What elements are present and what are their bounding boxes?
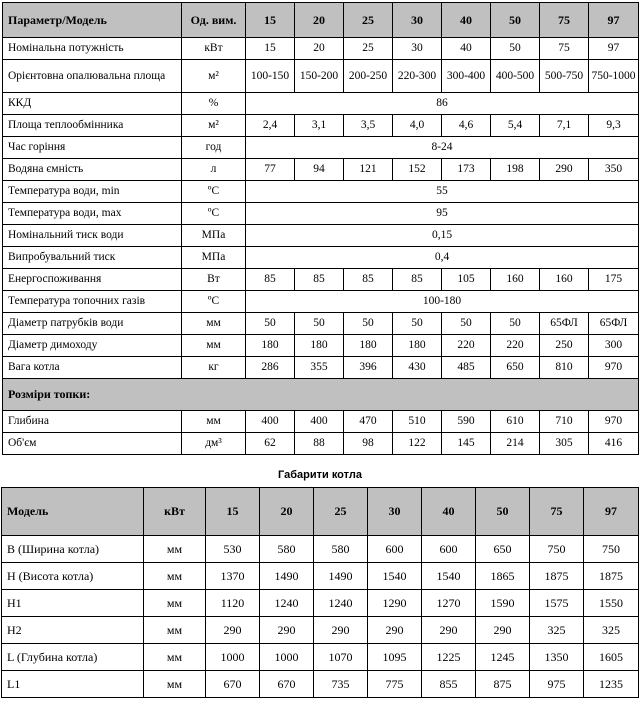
param-value: 122 [393,433,442,455]
dim-value: 975 [530,671,584,698]
dim-value: 530 [206,536,260,563]
param-value: 470 [344,411,393,433]
param-value: 3,1 [295,115,344,137]
param-value: 152 [393,159,442,181]
header-model-50: 50 [491,3,540,38]
dim-value: 1490 [314,563,368,590]
param-unit: Вт [182,269,246,291]
param-value: 500-750 [540,60,589,93]
dim-value: 1575 [530,590,584,617]
param-value: 40 [442,38,491,60]
header-unit: Од. вим. [182,3,246,38]
param-unit: % [182,93,246,115]
dim-unit: мм [144,563,206,590]
dim-value: 875 [476,671,530,698]
dim-name: H1 [2,590,144,617]
param-value-merged: 100-180 [246,291,639,313]
dim-value: 1245 [476,644,530,671]
dim-name: H (Висота котла) [2,563,144,590]
header-model-50: 50 [476,488,530,536]
param-value: 85 [295,269,344,291]
param-name: Діаметр димоходу [3,335,182,357]
param-unit: ºС [182,203,246,225]
dim-value: 1000 [260,644,314,671]
param-unit: мм [182,313,246,335]
param-value: 180 [344,335,393,357]
dim-value: 1240 [260,590,314,617]
param-value: 85 [344,269,393,291]
param-value: 97 [589,38,639,60]
param-value: 430 [393,357,442,379]
dim-value: 1540 [422,563,476,590]
param-value: 173 [442,159,491,181]
param-value: 2,4 [246,115,295,137]
dim-unit: мм [144,590,206,617]
param-value: 180 [295,335,344,357]
dim-value: 1290 [368,590,422,617]
param-name: Глибина [3,411,182,433]
header-model: Модель [2,488,144,536]
param-unit: МПа [182,225,246,247]
dim-unit: мм [144,536,206,563]
dim-value: 290 [260,617,314,644]
param-name: Номінальний тиск води [3,225,182,247]
dim-value: 325 [584,617,639,644]
param-value: 180 [393,335,442,357]
dim-name: L (Глубина котла) [2,644,144,671]
dim-value: 1070 [314,644,368,671]
dim-value: 600 [368,536,422,563]
param-value: 150-200 [295,60,344,93]
param-value: 50 [295,313,344,335]
param-value: 355 [295,357,344,379]
param-value: 50 [491,38,540,60]
dim-value: 670 [260,671,314,698]
param-value: 750-1000 [589,60,639,93]
param-value: 300-400 [442,60,491,93]
dim-value: 735 [314,671,368,698]
dim-value: 1875 [530,563,584,590]
param-value: 15 [246,38,295,60]
params-row [3,93,639,115]
param-name: Водяна ємність [3,159,182,181]
param-value: 7,1 [540,115,589,137]
param-value: 145 [442,433,491,455]
boiler-dimensions-table [1,487,639,698]
params-row [3,159,639,181]
dim-value: 1605 [584,644,639,671]
param-value: 85 [393,269,442,291]
param-value: 75 [540,38,589,60]
params-row [3,203,639,225]
param-name: Випробувальний тиск [3,247,182,269]
header-model-25: 25 [344,3,393,38]
dim-value: 650 [476,536,530,563]
header-model-40: 40 [442,3,491,38]
dim-value: 290 [368,617,422,644]
param-name: Номінальна потужність [3,38,182,60]
param-name: Орієнтовна опалювальна площа [3,60,182,93]
param-value: 610 [491,411,540,433]
dim-value: 1270 [422,590,476,617]
dim-value: 855 [422,671,476,698]
param-value: 970 [589,357,639,379]
dim-value: 1550 [584,590,639,617]
param-value: 300 [589,335,639,357]
param-value: 9,3 [589,115,639,137]
dim-value: 1240 [314,590,368,617]
header-model-20: 20 [295,3,344,38]
param-value: 305 [540,433,589,455]
dims-row [2,617,639,644]
dim-name: H2 [2,617,144,644]
params-row [3,357,639,379]
header-param-model: Параметр/Модель [3,3,182,38]
param-value: 650 [491,357,540,379]
firebox-row [3,433,639,455]
dim-value: 1865 [476,563,530,590]
param-value: 250 [540,335,589,357]
header-model-20: 20 [260,488,314,536]
param-unit: ºС [182,291,246,313]
header-model-75: 75 [540,3,589,38]
param-value: 50 [344,313,393,335]
dim-value: 1875 [584,563,639,590]
dimensions-caption: Габарити котла [278,469,362,481]
param-unit: м² [182,60,246,93]
param-value: 175 [589,269,639,291]
dim-value: 1350 [530,644,584,671]
param-value: 400 [295,411,344,433]
dim-unit: мм [144,671,206,698]
header-unit: кВт [144,488,206,536]
header-model-75: 75 [530,488,584,536]
param-name: Діаметр патрубків води [3,313,182,335]
header-model-97: 97 [584,488,639,536]
param-name: Температура топочних газів [3,291,182,313]
param-unit: дм³ [182,433,246,455]
header-model-30: 30 [368,488,422,536]
dim-value: 1590 [476,590,530,617]
dim-unit: мм [144,617,206,644]
param-unit: л [182,159,246,181]
header-model-25: 25 [314,488,368,536]
param-value: 510 [393,411,442,433]
param-value: 25 [344,38,393,60]
dim-value: 290 [476,617,530,644]
param-value: 198 [491,159,540,181]
param-value: 50 [393,313,442,335]
param-value: 160 [540,269,589,291]
param-value: 105 [442,269,491,291]
firebox-section-row [3,379,639,411]
dim-value: 1000 [206,644,260,671]
dim-value: 1095 [368,644,422,671]
param-value-merged: 0,15 [246,225,639,247]
param-name: Температура води, max [3,203,182,225]
dim-value: 290 [206,617,260,644]
param-value: 590 [442,411,491,433]
dim-value: 290 [314,617,368,644]
dim-value: 775 [368,671,422,698]
param-unit: год [182,137,246,159]
param-value: 121 [344,159,393,181]
dims-row [2,644,639,671]
params-row [3,313,639,335]
param-value: 65ФЛ [589,313,639,335]
param-value: 220 [491,335,540,357]
param-value: 65ФЛ [540,313,589,335]
param-value: 85 [246,269,295,291]
dim-value: 750 [584,536,639,563]
param-value: 94 [295,159,344,181]
params-row [3,181,639,203]
param-value-merged: 0,4 [246,247,639,269]
param-name: Об'єм [3,433,182,455]
param-value: 50 [442,313,491,335]
params-header-row [3,3,639,38]
dim-value: 1540 [368,563,422,590]
param-value: 62 [246,433,295,455]
param-value: 4,6 [442,115,491,137]
param-value: 200-250 [344,60,393,93]
dims-row [2,536,639,563]
dims-header-row [2,488,639,536]
param-value: 220-300 [393,60,442,93]
param-value: 220 [442,335,491,357]
params-row [3,247,639,269]
params-row [3,225,639,247]
param-value: 50 [491,313,540,335]
firebox-section-title: Розміри топки: [3,379,639,411]
param-unit: мм [182,335,246,357]
params-row [3,335,639,357]
dim-value: 1370 [206,563,260,590]
dim-value: 750 [530,536,584,563]
params-row [3,115,639,137]
param-value: 810 [540,357,589,379]
param-value: 160 [491,269,540,291]
param-value: 350 [589,159,639,181]
dim-value: 1235 [584,671,639,698]
param-value: 485 [442,357,491,379]
param-unit: МПа [182,247,246,269]
param-value: 290 [540,159,589,181]
dim-value: 580 [260,536,314,563]
dim-name: L1 [2,671,144,698]
params-row [3,60,639,93]
param-name: Температура води, min [3,181,182,203]
param-value: 400-500 [491,60,540,93]
dim-unit: мм [144,644,206,671]
param-value: 180 [246,335,295,357]
param-value: 396 [344,357,393,379]
header-model-30: 30 [393,3,442,38]
dim-value: 670 [206,671,260,698]
params-row [3,291,639,313]
param-unit: мм [182,411,246,433]
param-name: Енергоспоживання [3,269,182,291]
header-model-15: 15 [206,488,260,536]
dim-name: B (Ширина котла) [2,536,144,563]
header-model-40: 40 [422,488,476,536]
param-value: 400 [246,411,295,433]
dim-value: 290 [422,617,476,644]
dim-value: 1490 [260,563,314,590]
dim-value: 580 [314,536,368,563]
param-unit: кг [182,357,246,379]
param-value: 4,0 [393,115,442,137]
dim-value: 1225 [422,644,476,671]
dim-value: 325 [530,617,584,644]
params-row [3,137,639,159]
firebox-row [3,411,639,433]
param-value: 214 [491,433,540,455]
dim-value: 600 [422,536,476,563]
param-name: ККД [3,93,182,115]
param-value: 5,4 [491,115,540,137]
param-value: 20 [295,38,344,60]
param-unit: кВт [182,38,246,60]
dims-row [2,671,639,698]
param-value: 3,5 [344,115,393,137]
header-model-15: 15 [246,3,295,38]
dims-row [2,563,639,590]
param-name: Час горіння [3,137,182,159]
param-value: 100-150 [246,60,295,93]
dims-row [2,590,639,617]
params-row [3,38,639,60]
param-value-merged: 95 [246,203,639,225]
params-row [3,269,639,291]
param-value: 98 [344,433,393,455]
param-unit: м² [182,115,246,137]
param-value: 416 [589,433,639,455]
param-value: 30 [393,38,442,60]
param-name: Площа теплообмінника [3,115,182,137]
dim-value: 1120 [206,590,260,617]
param-value-merged: 86 [246,93,639,115]
param-value: 970 [589,411,639,433]
param-unit: ºС [182,181,246,203]
param-value: 50 [246,313,295,335]
param-value: 286 [246,357,295,379]
boiler-parameters-table [2,2,639,455]
param-value-merged: 55 [246,181,639,203]
param-value: 88 [295,433,344,455]
param-name: Вага котла [3,357,182,379]
param-value: 77 [246,159,295,181]
param-value: 710 [540,411,589,433]
header-model-97: 97 [589,3,639,38]
param-value-merged: 8-24 [246,137,639,159]
